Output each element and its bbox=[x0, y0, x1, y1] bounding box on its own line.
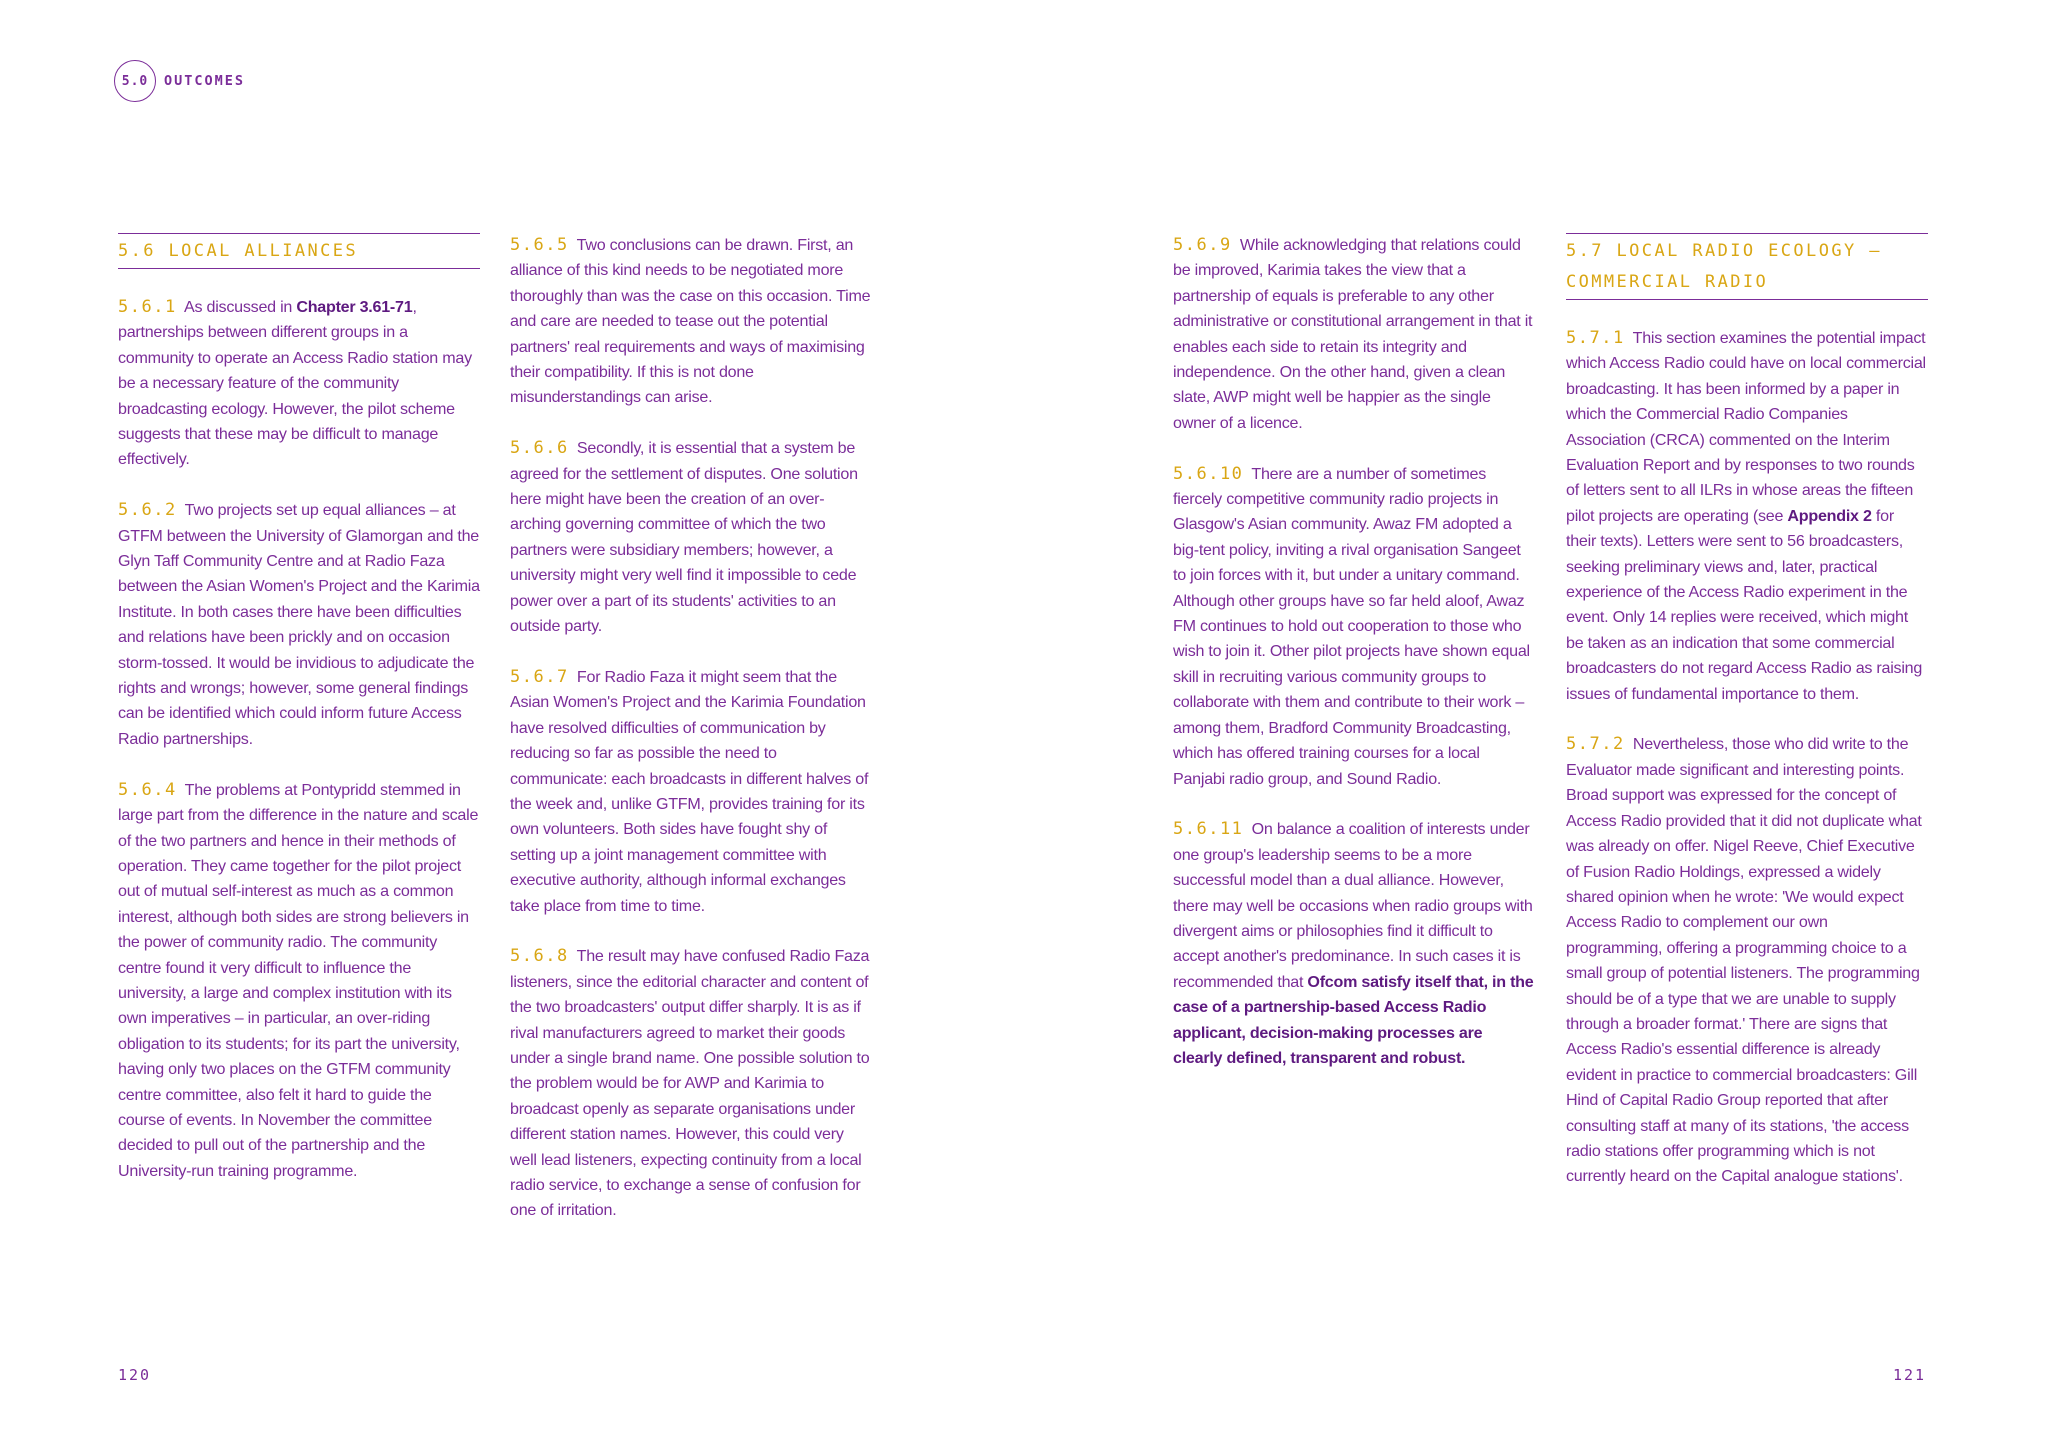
paragraph-5-6-6: 5.6.6 Secondly, it is essential that a system be agreed for the settlement of disputes. One solution here might have been the creation of an over-arching governing committee of which the two partners were subsidiary members; however, a university might very well find it impossible to cede power over a part of its students' activities to an outside party. bbox=[510, 438, 858, 636]
paragraph-5-6-4: 5.6.4 The problems at Pontypridd stemmed in large part from the difference in the nature and scale of the two partners and hence in their methods of operation. They came together for the pilot project out of mutual self-interest as much as a common interest, although both sides are strong believers in the power of community radio. The community centre found it very difficult to influence the university, a large and complex institution with its own imperatives – in particular, an over-riding obligation to its students; for its part the university, having only two places on the GTFM community centre committee, also felt it hard to guide the course of events. In November the committee decided to pull out of the partnership and the University-run training programme. bbox=[118, 779, 479, 1180]
section-number-badge: 5.0 bbox=[114, 60, 156, 102]
page-number-left: 120 bbox=[118, 1366, 152, 1384]
recommendation-text: Ofcom satisfy itself that, in the case of a partnership-based Access Radio applicant, decision-making processes are clearly defined, transparent and robust. bbox=[1173, 972, 1534, 1067]
paragraph-number: 5.6.2 bbox=[118, 500, 177, 521]
paragraph-number: 5.6.5 bbox=[510, 235, 569, 255]
paragraph-5-6-7: 5.6.7 For Radio Faza it might seem that the Asian Women's Project and the Karimia Foundation have resolved difficulties of communication by reducing so far as possible the need to communicate: each broadcasts in different halves of the week and, unlike GTFM, provides training for its own volunteers. Both sides have fought shy of setting up a joint management committee with executive authority, although informal exchanges take place from time to time. bbox=[510, 666, 869, 915]
appendix-reference: Appendix 2 bbox=[1787, 506, 1872, 525]
column-3 bbox=[1173, 233, 1535, 1097]
paragraph-number: 5.6.10 bbox=[1173, 463, 1244, 484]
page-number-right: 121 bbox=[1893, 1366, 1927, 1384]
paragraph-number: 5.6.11 bbox=[1173, 819, 1244, 840]
paragraph-number: 5.6.4 bbox=[118, 779, 177, 800]
paragraph-number: 5.7.1 bbox=[1566, 328, 1625, 348]
paragraph-number: 5.6.7 bbox=[510, 666, 569, 687]
paragraph-number: 5.7.2 bbox=[1566, 734, 1625, 755]
chapter-reference: Chapter 3.61-71 bbox=[296, 298, 413, 316]
paragraph-5-6-8: 5.6.8 The result may have confused Radio Faza listeners, since the editorial character and content of the two broadcasters' output differ sharply. It is as if rival manufacturers agreed to market their goods under a single brand name. One possible solution to the problem would be for AWP and Karimia to broadcast openly as separate organisations under different station names. However, this could very well lead listeners, expecting continuity from a local radio service, to exchange a sense of confusion for one of irritation. bbox=[510, 946, 870, 1220]
paragraph-5-6-1: 5.6.1 As discussed in Chapter 3.61-71, partnerships between different groups in a community to operate an Access Radio station may be a necessary feature of the community broadcasting ecology. However, the pilot scheme suggests that these may be difficult to manage effectively. bbox=[118, 297, 472, 469]
paragraph-number: 5.6.9 bbox=[1173, 235, 1232, 255]
heading-local-radio-ecology: 5.7 LOCAL RADIO ECOLOGY – COMMERCIAL RADIO bbox=[1566, 233, 1928, 300]
section-header bbox=[114, 60, 245, 102]
paragraph-5-6-2: 5.6.2 Two projects set up equal alliances – at GTFM between the University of Glamorgan and the Glyn Taff Community Centre and at Radio Faza between the Asian Women's Project and the Karimia Institute. In both cases there have been difficulties and relations have been prickly and on occasion storm-tossed. It would be invidious to adjudicate the rights and wrongs; however, some general findings can be identified which could inform future Access Radio partnerships. bbox=[118, 500, 480, 748]
column-4 bbox=[1566, 233, 1928, 1215]
paragraph-5-7-1: 5.7.1 This section examines the potential impact which Access Radio could have on local commercial broadcasting. It has been informed by a paper in which the Commercial Radio Companies Association (CRCA) commented on the Interim Evaluation Report and by responses to two rounds of letters sent to all ILRs in whose areas the fifteen pilot projects are operating (see Appendix 2 for their texts). Letters were sent to 56 broadcasters, seeking preliminary views and, later, practical experience of the Access Radio experiment in the event. Only 14 replies were received, which might be taken as an indication that some commercial broadcasters do not regard Access Radio as raising issues of fundamental importance to them. bbox=[1566, 328, 1926, 703]
paragraph-number: 5.6.1 bbox=[118, 297, 177, 317]
paragraph-5-6-11: 5.6.11 On balance a coalition of interests under one group's leadership seems to be a more successful model than a dual alliance. However, there may well be occasions when radio groups with divergent aims or philosophies find it difficult to accept another's predominance. In such cases it is recommended that Ofcom satisfy itself that, in the case of a partnership-based Access Radio applicant, decision-making processes are clearly defined, transparent and robust. bbox=[1173, 819, 1534, 1067]
paragraph-5-7-2: 5.7.2 Nevertheless, those who did write to the Evaluator made significant and interesting points. Broad support was expressed for the concept of Access Radio provided that it did not duplicate what was already on offer. Nigel Reeve, Chief Executive of Fusion Radio Holdings, expressed a widely shared opinion when he wrote: 'We would expect Access Radio to complement our own programming, offering a programming choice to a small group of potential listeners. The programming should be of a type that we are unable to supply through a broader format.' There are signs that Access Radio's essential difference is already evident in practice to commercial broadcasters: Gill Hind of Capital Radio Group reported that after consulting staff at many of its stations, 'the access radio stations offer programming which is not currently heard on the Capital analogue stations'. bbox=[1566, 734, 1922, 1186]
column-1 bbox=[118, 233, 480, 1210]
column-2 bbox=[510, 233, 872, 1249]
paragraph-number: 5.6.8 bbox=[510, 946, 569, 967]
paragraph-5-6-5: 5.6.5 Two conclusions can be drawn. First, an alliance of this kind needs to be negotiated more thoroughly than was the case on this occasion. Time and care are needed to tease out the potential partners' real requirements and ways of maximising their compatibility. If this is not done misunderstandings can arise. bbox=[510, 235, 871, 407]
heading-local-alliances: 5.6 LOCAL ALLIANCES bbox=[118, 233, 480, 269]
paragraph-5-6-9: 5.6.9 While acknowledging that relations could be improved, Karimia takes the view that a partnership of equals is preferable to any other administrative or constitutional arrangement in that it enables each side to retain its integrity and independence. On the other hand, given a clean slate, AWP might well be happier as the single owner of a licence. bbox=[1173, 235, 1533, 432]
paragraph-number: 5.6.6 bbox=[510, 438, 569, 459]
section-title: OUTCOMES bbox=[164, 73, 246, 89]
paragraph-5-6-10: 5.6.10 There are a number of sometimes fiercely competitive community radio projects in Glasgow's Asian community. Awaz FM adopted a big-tent policy, inviting a rival organisation Sangeet to join forces with it, but under a unitary command. Although other groups have so far held aloof, Awaz FM continues to hold out cooperation to those who wish to join it. Other pilot projects have shown equal skill in recruiting various community groups to collaborate with them and contribute to their work – among them, Bradford Community Broadcasting, which has offered training courses for a local Panjabi radio group, and Sound Radio. bbox=[1173, 463, 1530, 788]
